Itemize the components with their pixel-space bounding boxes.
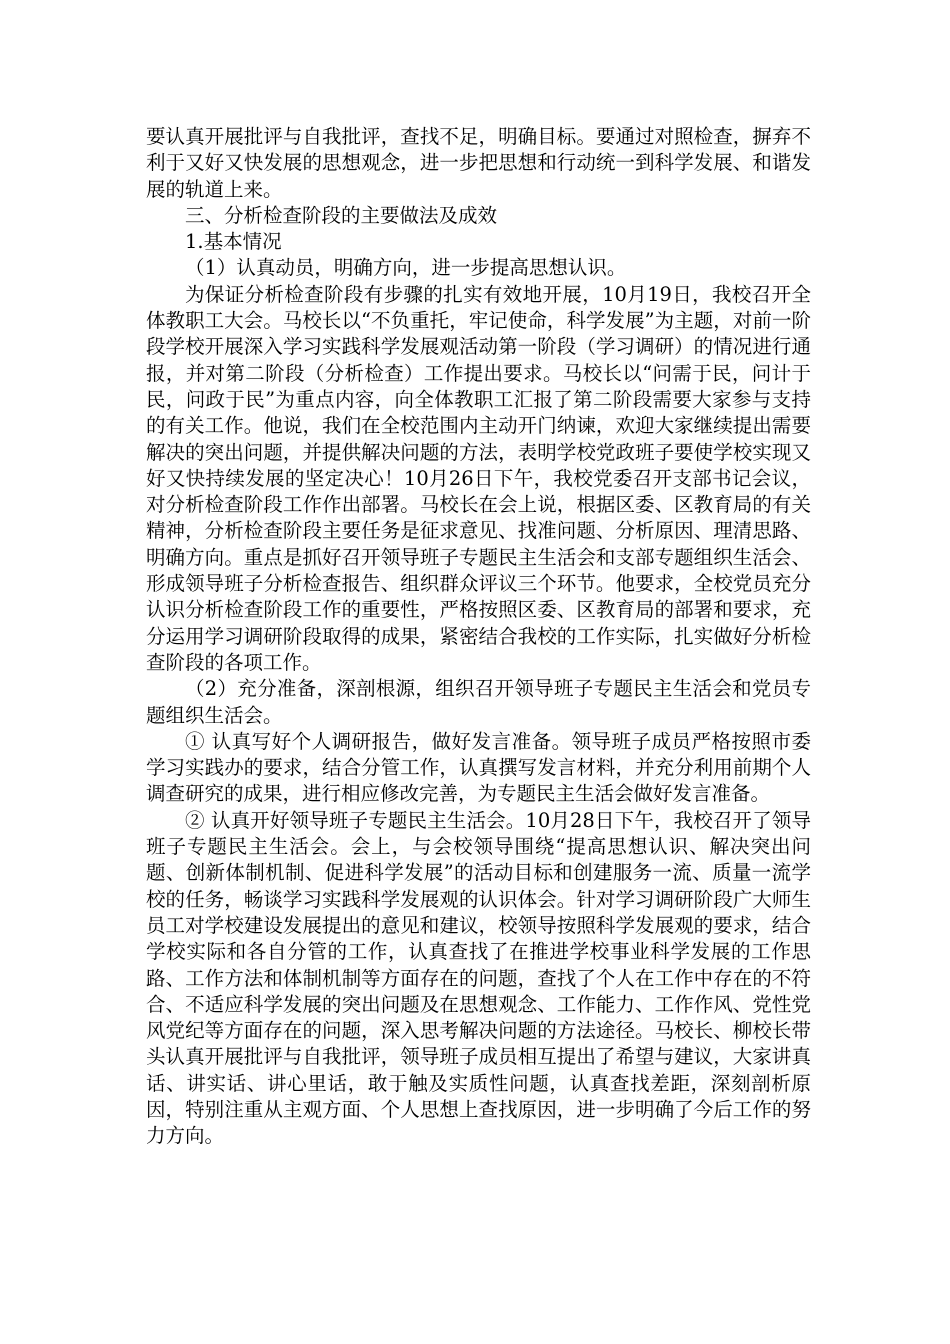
subsection-heading: 1.基本情况 <box>185 230 282 254</box>
paragraph-continuation: 要认真开展批评与自我批评，查找不足，明确目标。要通过对照检查，摒弃不利于又好又快发展的思想观念，进一步把思想和行动统一到科学发展、和谐发展的轨道上来。 <box>146 125 811 201</box>
paragraph-democratic-meeting: ② 认真开好领导班子专题民主生活会。10月28日下午，我校召开了领导班子专题民主生活会。会上，与会校领导围绕“提高思想认识、解决突出问题、创新体制机制、促进科学发展”的活动目标和创建服务一流、质量一流学校的任务，畅谈学习实践科学发展观的认识体会。针对学习调研阶段广大师生员工对学校建设发展提出的意见和建议，校领导按照科学发展观的要求，结合学校实际和各自分管的工作，认真查找了在推进学校事业科学发展的工作思路、工作方法和体制机制等方面存在的问题，查找了个人在工作中存在的不符合、不适应科学发展的突出问题及在思想观念、工作能力、工作作风、党性党风党纪等方面存在的问题，深入思考解决问题的方法途径。马校长、柳校长带头认真开展批评与自我批评，领导班子成员相互提出了希望与建议，大家讲真话、讲实话、讲心里话，敢于触及实质性问题，认真查找差距，深刻剖析原因，特别注重从主观方面、个人思想上查找原因，进一步明确了今后工作的努力方向。 <box>146 808 811 1148</box>
document-body <box>146 124 811 1150</box>
item-heading-1: （1）认真动员，明确方向，进一步提高思想认识。 <box>185 256 627 280</box>
paragraph-mobilization: 为保证分析检查阶段有步骤的扎实有效地开展，10月19日，我校召开全体教职工大会。马校长以“不负重托，牢记使命，科学发展”为主题，对前一阶段学校开展深入学习实践科学发展观活动第一阶段（学习调研）的情况进行通报，并对第二阶段（分析检查）工作提出要求。马校长以“问需于民，问计于民，问政于民”为重点内容，向全体教职工汇报了第二阶段需要大家参与支持的有关工作。他说，我们在全校范围内主动开门纳谏，欢迎大家继续提出需要解决的突出问题，并提供解决问题的方法，表明学校党政班子要使学校实现又好又快持续发展的坚定决心！10月26日下午，我校党委召开支部书记会议，对分析检查阶段工作作出部署。马校长在会上说，根据区委、区教育局的有关精神，分析检查阶段主要任务是征求意见、找准问题、分析原因、理清思路、明确方向。重点是抓好召开领导班子专题民主生活会和支部专题组织生活会、形成领导班子分析检查报告、组织群众评议三个环节。他要求，全校党员充分认识分析检查阶段工作的重要性，严格按照区委、区教育局的部署和要求，充分运用学习调研阶段取得的成果，紧密结合我校的工作实际，扎实做好分析检查阶段的各项工作。 <box>146 282 811 674</box>
section-heading: 三、分析检查阶段的主要做法及成效 <box>185 203 498 227</box>
paragraph-report-preparation: ① 认真写好个人调研报告，做好发言准备。领导班子成员严格按照市委学习实践办的要求，结合分管工作，认真撰写发言材料，并充分利用前期个人调查研究的成果，进行相应修改完善，为专题民主生活会做好发言准备。 <box>146 729 811 806</box>
item-heading-2: （2）充分准备，深剖根源，组织召开领导班子专题民主生活会和党员专题组织生活会。 <box>146 677 811 727</box>
